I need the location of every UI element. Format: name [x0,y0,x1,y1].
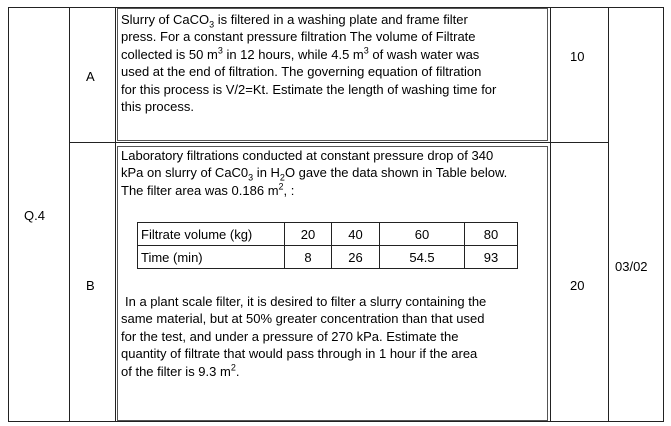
table-cell: 20 [285,223,332,246]
filtration-data-table [137,222,518,269]
part-b-question-text: In a plant scale filter, it is desired to filter a slurry containing the same material, but at 50% greater concentration than that used for the test, and under a pressure of 270 kPa. Estimate the quantity of filtrate that would pass through in 1 hour if the area of the filter is 9.3 $m^2$. [121,294,487,379]
part-b-marks: 20 [570,278,585,293]
table-row-header: Time (min) [138,246,285,269]
column-divider [115,8,116,421]
table-cell: 80 [465,223,518,246]
part-b-label: B [86,278,95,293]
table-cell: 54.5 [380,246,465,269]
column-divider [69,8,70,421]
table-row-header: Filtrate volume (kg) [138,223,285,246]
row-divider [69,142,608,143]
table-cell: 40 [332,223,380,246]
part-a-text: Slurry of CaCO$_3$ is filtered in a washing plate and frame filter press. For a constant pressure filtration The volume of Filtrate collected is 50 $m^3$ in 12 hours, while 4.5 $m^3$ of wash water was used at the end of filtration. The governing equation of filtration for this process is V/2=Kt. Estimate the length of washing time for this process. [121,12,497,115]
question-number: Q.4 [24,208,45,223]
paper-code: 03/02 [615,259,648,274]
table-row [138,246,518,269]
table-cell: 60 [380,223,465,246]
column-divider [550,8,551,421]
table-cell: 26 [332,246,380,269]
part-b-intro: Laboratory filtrations conducted at constant pressure drop of 340 kPa on slurry of $CaC0_3$ in $H_2O$ gave the data shown in Table below. The filter area was 0.186 $m^2$, : [121,148,508,198]
table-cell: 93 [465,246,518,269]
column-divider [608,8,609,421]
part-a-label: A [86,69,95,84]
table-row [138,223,518,246]
table-cell: 8 [285,246,332,269]
part-a-marks: 10 [570,49,585,64]
